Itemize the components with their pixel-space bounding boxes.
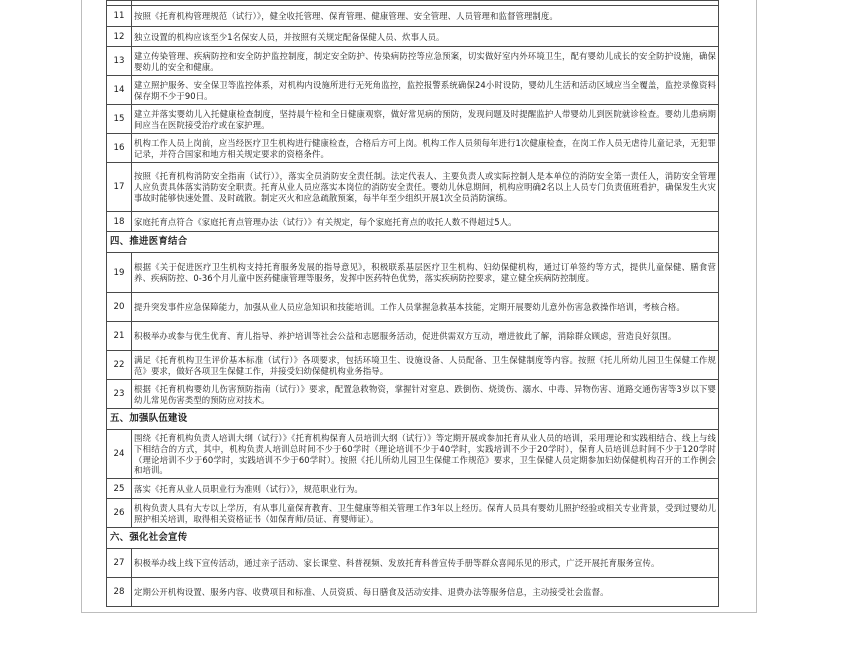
row-number: 11	[107, 6, 132, 27]
section-title: 五、加强队伍建设	[107, 409, 719, 430]
row-number: 16	[107, 134, 132, 163]
row-text: 机构负责人具有大专以上学历，有从事儿童保育教育、卫生健康等相关管理工作3年以上经历。保育人员具有婴幼儿照护经验或相关专业背景，受到过婴幼儿照护相关培训，取得相关资格证书（如保育师/员证、育婴师证）。	[132, 499, 719, 528]
row-number: 12	[107, 27, 132, 47]
table-body	[107, 1, 719, 607]
row-text: 围绕《托育机构负责人培训大纲（试行）》《托育机构保育人员培训大纲（试行）》等定期开展或参加托育从业人员的培训，采用理论和实践相结合、线上与线下相结合的方式，其中，机构负责人培训总时间不少于60学时（理论培训不少于40学时，实践培训不少于20学时），保育人员培训总时间不少于120学时（理论培训不少于60学时，实践培训不少于60学时）。按照《托儿所幼儿园卫生保健工作规范》要求，卫生保健人员定期参加妇幼保健机构召开的工作例会和培训。	[132, 430, 719, 479]
standards-table	[106, 0, 719, 607]
table-row	[107, 430, 719, 479]
row-text: 提升突发事件应急保障能力，加强从业人员应急知识和技能培训。工作人员掌握急救基本技能，定期开展婴幼儿意外伤害急救操作培训，考核合格。	[132, 293, 719, 322]
row-text: 机构工作人员上岗前，应当经医疗卫生机构进行健康检查，合格后方可上岗。机构工作人员须每年进行1次健康检查，在岗工作人员无虐待儿童记录，无犯罪记录，并符合国家和地方相关规定要求的资格条件。	[132, 134, 719, 163]
row-number: 15	[107, 105, 132, 134]
row-number: 28	[107, 578, 132, 607]
row-text: 定期公开机构设置、服务内容、收费项目和标准、人员资质、每日膳食及活动安排、退费办法等服务信息，主动接受社会监督。	[132, 578, 719, 607]
table-row	[107, 163, 719, 212]
row-number: 25	[107, 479, 132, 499]
row-number: 21	[107, 322, 132, 351]
row-text: 积极举办或参与优生优育、育儿指导、养护培训等社会公益和志愿服务活动，促进供需双方互动，增进彼此了解，消除群众顾虑，营造良好氛围。	[132, 322, 719, 351]
section-header-row	[107, 232, 719, 253]
row-text: 建立并落实婴幼儿入托健康检查制度，坚持晨午检和全日健康观察，做好常见病的预防，发现问题及时提醒监护人带婴幼儿到医院就诊检查。婴幼儿患病期间应当在医院接受治疗或在家护理。	[132, 105, 719, 134]
row-number: 20	[107, 293, 132, 322]
row-text: 家庭托育点符合《家庭托育点管理办法（试行）》有关规定，每个家庭托育点的收托人数不得超过5人。	[132, 212, 719, 232]
section-header-row	[107, 409, 719, 430]
table-row	[107, 134, 719, 163]
row-number: 27	[107, 549, 132, 578]
row-number: 19	[107, 253, 132, 293]
row-number: 24	[107, 430, 132, 479]
row-number: 17	[107, 163, 132, 212]
row-number: 26	[107, 499, 132, 528]
row-number: 23	[107, 380, 132, 409]
row-text: 积极举办线上线下宣传活动，通过亲子活动、家长课堂、科普视频、发放托育科普宣传手册等群众喜闻乐见的形式，广泛开展托育服务宣传。	[132, 549, 719, 578]
table-row	[107, 322, 719, 351]
table-row	[107, 6, 719, 27]
row-text: 建立传染管理、疾病防控和安全防护监控制度，制定安全防护、传染病防控等应急预案，切实做好室内外环境卫生，配有婴幼儿成长的安全防护设施，确保婴幼儿的安全和健康。	[132, 47, 719, 76]
table-row	[107, 293, 719, 322]
table-row	[107, 212, 719, 232]
row-text: 按照《托育机构消防安全指南（试行）》，落实全员消防安全责任制。法定代表人、主要负责人或实际控制人是本单位的消防安全第一责任人，消防安全管理人应负责具体落实消防安全职责。托育从业人员应落实本岗位的消防安全责任。婴幼儿休息期间，机构应明确2名以上人员专门负责值班看护，确保发生火灾事故时能够快速处置、及时疏散。制定灭火和应急疏散预案，每半年至少组织开展1次全员消防演练。	[132, 163, 719, 212]
table-row	[107, 253, 719, 293]
row-number: 22	[107, 351, 132, 380]
table-row	[107, 549, 719, 578]
table-row	[107, 27, 719, 47]
row-text: 根据《关于促进医疗卫生机构支持托育服务发展的指导意见》，积极联系基层医疗卫生机构、妇幼保健机构，通过订单签约等方式，提供儿童保健、膳食营养、疾病防控、0-36个月儿童中医药健康管理等服务，发挥中医药特色优势，落实疾病防控要求，建立健全疾病防控制度。	[132, 253, 719, 293]
section-title: 六、强化社会宣传	[107, 528, 719, 549]
table-row	[107, 351, 719, 380]
row-text: 满足《托育机构卫生评价基本标准（试行）》各项要求，包括环境卫生、设施设备、人员配备、卫生保健制度等内容。按照《托儿所幼儿园卫生保健工作规范》要求，做好各项卫生保健工作，并接受妇幼保健机构业务指导。	[132, 351, 719, 380]
row-text: 独立设置的机构应该至少1名保安人员，并按照有关规定配备保健人员、炊事人员。	[132, 27, 719, 47]
table-row	[107, 105, 719, 134]
row-number: 18	[107, 212, 132, 232]
table-row	[107, 578, 719, 607]
row-text: 建立照护服务、安全保卫等监控体系，对机构内设施所进行无死角监控，监控报警系统确保24小时设防，婴幼儿生活和活动区域应当全覆盖，监控录像资料保存期不少于90日。	[132, 76, 719, 105]
table-row	[107, 499, 719, 528]
table-row	[107, 380, 719, 409]
table-row	[107, 47, 719, 76]
row-number: 13	[107, 47, 132, 76]
row-number: 14	[107, 76, 132, 105]
section-title: 四、推进医育结合	[107, 232, 719, 253]
section-header-row	[107, 528, 719, 549]
row-text: 落实《托育从业人员职业行为准则（试行）》，规范职业行为。	[132, 479, 719, 499]
row-text: 按照《托育机构管理规范（试行）》，健全收托管理、保育管理、健康管理、安全管理、人员管理和监督管理制度。	[132, 6, 719, 27]
table-row	[107, 76, 719, 105]
table-row	[107, 479, 719, 499]
row-text: 根据《托育机构婴幼儿伤害预防指南（试行）》要求，配置急救物资，掌握针对窒息、跌倒伤、烧烫伤、溺水、中毒、异物伤害、道路交通伤害等3岁以下婴幼儿常见伤害类型的预防应对技术。	[132, 380, 719, 409]
